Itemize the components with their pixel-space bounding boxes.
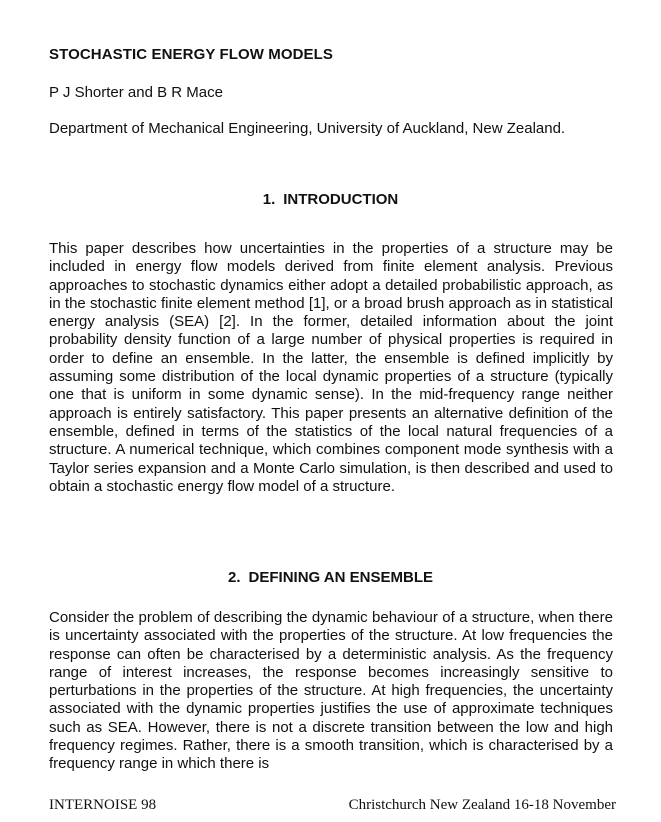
section-heading-defining-ensemble bbox=[0, 569, 661, 586]
section-number: 2. bbox=[228, 569, 241, 586]
footer-conference: INTERNOISE 98 bbox=[49, 797, 157, 813]
paper-authors: P J Shorter and B R Mace bbox=[49, 84, 223, 101]
paper-title: STOCHASTIC ENERGY FLOW MODELS bbox=[49, 46, 334, 63]
footer-location-date: Christchurch New Zealand 16-18 November bbox=[348, 797, 616, 813]
defining-ensemble-paragraph: Consider the problem of describing the dynamic behaviour of a structure, when there is uncertainty associated with the properties of the structure. At low frequencies the response can often be characterised by a deterministic analysis. As the frequency range of interest increases, the response becomes increasingly sensitive to perturbations in the properties of the structure. At high frequencies, the uncertainty associated with the dynamic properties justifies the use of approximate techniques such as SEA. However, there is not a discrete transition between the low and high frequency regimes. Rather, there is a smooth transition, which is characterised by a frequency range in which there is bbox=[49, 609, 613, 773]
section-heading-introduction bbox=[0, 191, 661, 208]
introduction-paragraph: This paper describes how uncertainties in the properties of a structure may be included in energy flow models derived from finite element analysis. Previous approaches to stochastic dynamics either adopt a detailed probabilistic approach, as in the stochastic finite element method [1], or a broad brush approach as in statistical energy analysis (SEA) [2]. In the former, detailed information about the joint probability density function of a large number of physical properties is required in order to define an ensemble. In the latter, the ensemble is defined implicitly by assuming some distribution of the local dynamic properties of a structure (typically one that is uniform in some dynamic sense). In the mid-frequency range neither approach is entirely satisfactory. This paper presents an alternative definition of the ensemble, defined in terms of the statistics of the local natural frequencies of a structure. A numerical technique, which combines component mode synthesis with a Taylor series expansion and a Monte Carlo simulation, is then described and used to obtain a stochastic energy flow model of a structure. bbox=[49, 240, 613, 495]
section-number: 1. bbox=[262, 191, 276, 208]
paper-affiliation: Department of Mechanical Engineering, University of Auckland, New Zealand. bbox=[49, 120, 566, 137]
section-title: DEFINING AN ENSEMBLE bbox=[248, 569, 433, 586]
section-title: INTRODUCTION bbox=[283, 191, 399, 208]
